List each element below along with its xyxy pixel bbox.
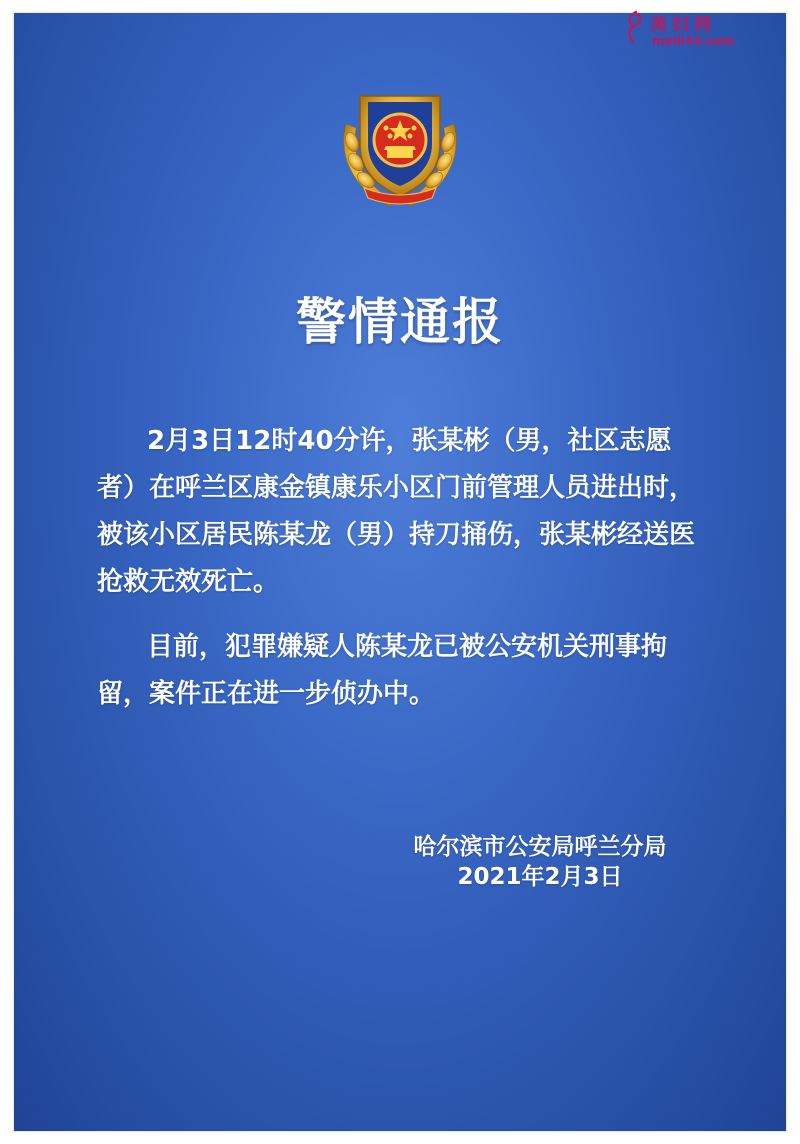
notice-paragraph-1-text: 2月3日12时40分许，张某彬（男，社区志愿者）在呼兰区康金镇康乐小区门前管理人员进出时，被该小区居民陈某龙（男）持刀捅伤，张某彬经送医抢救无效死亡。 xyxy=(97,426,696,597)
watermark-name: 美妇网 xyxy=(650,15,716,35)
signature-date: 2021年2月3日 xyxy=(457,864,623,890)
watermark xyxy=(622,6,752,54)
watermark-url: meili43.com xyxy=(652,34,735,48)
police-emblem-icon xyxy=(330,76,470,216)
notice-paragraph-1 xyxy=(97,418,707,606)
watermark-logo-icon xyxy=(622,10,648,46)
notice-paragraph-2 xyxy=(97,624,707,718)
notice-title: 警情通报 xyxy=(296,293,504,351)
notice-paragraph-2-text: 目前，犯罪嫌疑人陈某龙已被公安机关刑事拘留，案件正在进一步侦办中。 xyxy=(97,632,668,709)
signature-organization: 哈尔滨市公安局呼兰分局 xyxy=(413,834,667,860)
